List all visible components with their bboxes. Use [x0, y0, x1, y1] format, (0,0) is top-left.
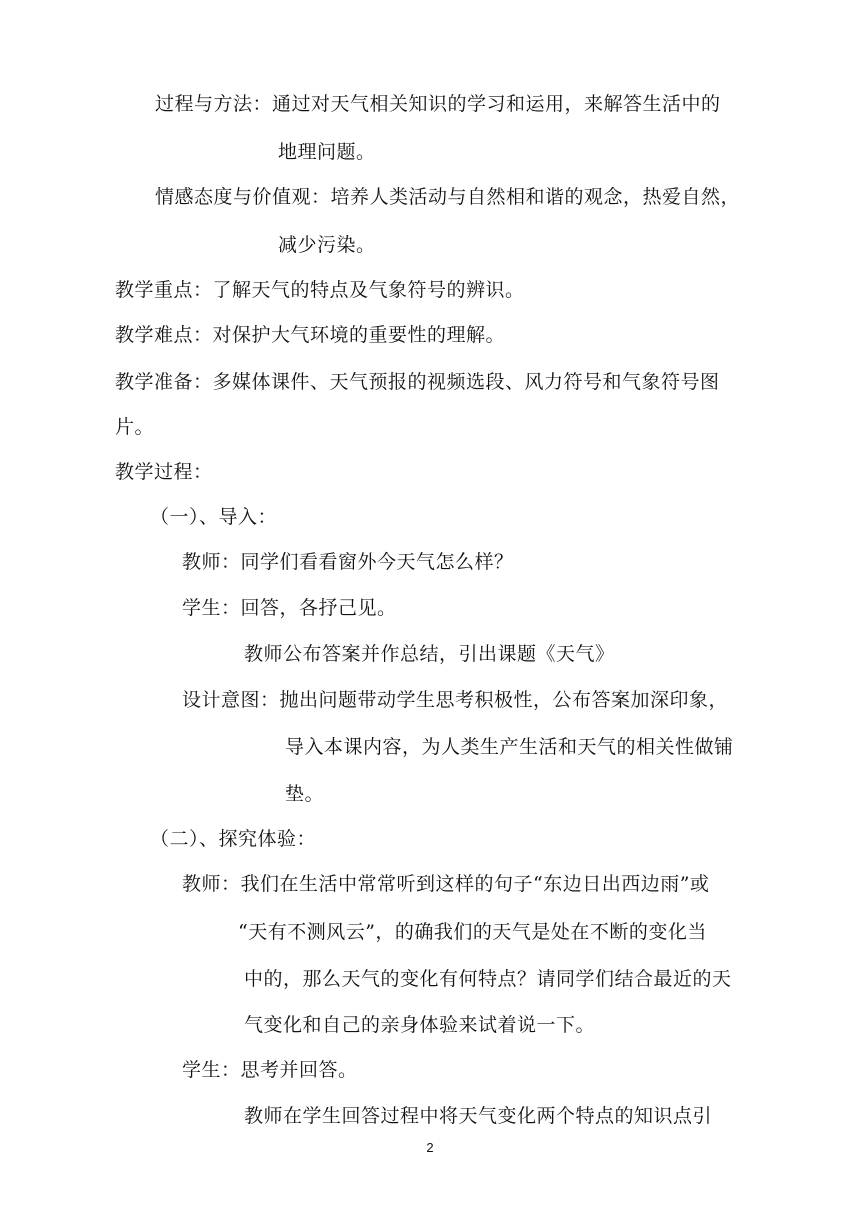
line-teaching-difficulty: 教学难点：对保护大气环境的重要性的理解。: [115, 324, 506, 346]
line-teaching-focus: 教学重点：了解天气的特点及气象符号的辨识。: [115, 279, 525, 301]
line-teacher-explore-4: 气变化和自己的亲身体验来试着说一下。: [244, 1014, 596, 1036]
line-attitude-values-cont: 减少污染。: [278, 234, 376, 256]
line-design-intent: 设计意图：抛出问题带动学生思考积极性，公布答案加深印象，: [182, 689, 729, 711]
line-teaching-process: 教学过程：: [115, 461, 213, 483]
line-teacher-guide: 教师在学生回答过程中将天气变化两个特点的知识点引: [244, 1105, 713, 1127]
page-number: 2: [426, 1140, 434, 1155]
line-process-method: 过程与方法：通过对天气相关知识的学习和运用，来解答生活中的: [155, 93, 721, 115]
section-heading-explore: （二）、探究体验：: [150, 828, 317, 850]
line-teacher-explore-1: 教师：我们在生活中常常听到这样的句子“东边日出西边雨”或: [182, 873, 710, 895]
line-teaching-prep: 教学准备：多媒体课件、天气预报的视频选段、风力符号和气象符号图: [115, 371, 720, 393]
line-student-think: 学生：思考并回答。: [182, 1059, 358, 1081]
section-heading-intro: （一）、导入：: [150, 506, 278, 528]
line-student-answer: 学生：回答，各抒己见。: [182, 597, 397, 619]
line-design-intent-cont: 导入本课内容，为人类生产生活和天气的相关性做铺: [285, 736, 734, 758]
line-teacher-explore-3: 中的，那么天气的变化有何特点？请同学们结合最近的天: [244, 968, 732, 990]
line-teacher-summary: 教师公布答案并作总结，引出课题《天气》: [244, 643, 615, 665]
line-teacher-explore-2: “天有不测风云”，的确我们的天气是处在不断的变化当: [238, 921, 707, 943]
line-teacher-question: 教师：同学们看看窗外今天气怎么样？: [182, 551, 514, 573]
line-teaching-prep-cont: 片。: [115, 416, 155, 438]
line-process-method-cont: 地理问题。: [278, 141, 376, 163]
line-attitude-values: 情感态度与价值观：培养人类活动与自然相和谐的观念，热爱自然，: [155, 186, 741, 208]
line-design-intent-end: 垫。: [285, 783, 325, 805]
